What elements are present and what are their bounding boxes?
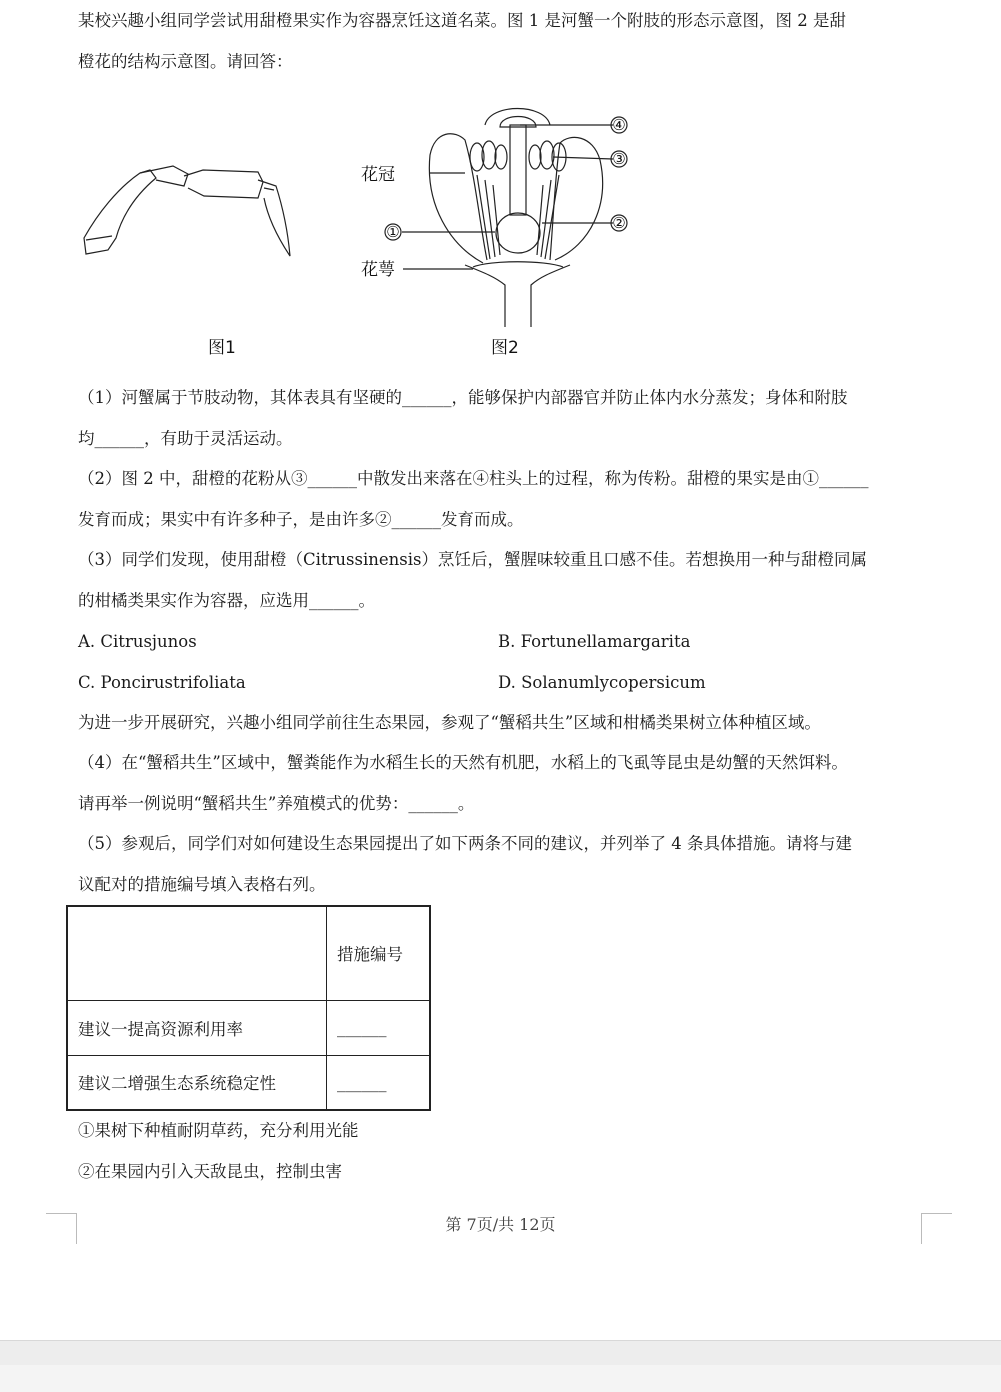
viewer-background <box>0 1365 1001 1392</box>
intro-line-2: 橙花的结构示意图。请回答： <box>78 52 293 71</box>
table-row-1-label: 建议一提高资源利用率 <box>67 1000 327 1055</box>
q5-line-2: 议配对的措施编号填入表格右列。 <box>78 875 326 894</box>
label-corolla: 花冠 <box>361 165 395 185</box>
q4-line-1: （4）在“蟹稻共生”区域中，蟹粪能作为水稻生长的天然有机肥，水稻上的飞虱等昆虫是幼蟹的天然饵料。 <box>78 753 848 772</box>
table-row-2-label: 建议二增强生态系统稳定性 <box>67 1055 327 1110</box>
measure-2: ②在果园内引入天敌昆虫，控制虫害 <box>78 1162 342 1181</box>
marker-3: ③ <box>612 150 626 168</box>
q1-line-2: 均______，有助于灵活运动。 <box>78 429 293 448</box>
option-d: D. Solanumlycopersicum <box>498 673 706 692</box>
label-calyx: 花萼 <box>361 260 395 280</box>
figure-2-flower <box>355 95 645 330</box>
table-row-2-value: ______ <box>327 1055 431 1110</box>
table-header-measure-no: 措施编号 <box>327 906 431 1000</box>
figure-1-caption: 图1 <box>208 338 236 358</box>
table-row-1-value: ______ <box>327 1000 431 1055</box>
q3-line-2: 的柑橘类果实作为容器，应选用______。 <box>78 591 375 610</box>
page-footer: 第 7页/共 12页 <box>445 1215 556 1234</box>
q1-line-1: （1）河蟹属于节肢动物，其体表具有坚硬的______，能够保护内部器官并防止体内水分蒸发；身体和附肢 <box>78 388 848 407</box>
marker-1: ① <box>386 223 400 241</box>
intro-line-1: 某校兴趣小组同学尝试用甜橙果实作为容器烹饪这道名菜。图 1 是河蟹一个附肢的形态示意图，图 2 是甜 <box>78 11 846 30</box>
figure-1-crab-limb <box>78 158 298 268</box>
q2-line-2: 发育而成；果实中有许多种子，是由许多②______发育而成。 <box>78 510 524 529</box>
figure-2-caption: 图2 <box>491 338 519 358</box>
marker-2: ② <box>612 214 626 232</box>
marker-4: ④ <box>612 116 626 134</box>
q4-line-2: 请再举一例说明“蟹稻共生”养殖模式的优势：______。 <box>78 794 475 813</box>
paragraph-field-trip: 为进一步开展研究，兴趣小组同学前往生态果园，参观了“蟹稻共生”区域和柑橘类果树立体种植区域。 <box>78 713 821 732</box>
table-header-empty <box>67 906 327 1000</box>
option-c: C. Poncirustrifoliata <box>78 673 246 692</box>
option-a: A. Citrusjunos <box>78 632 197 651</box>
q5-line-1: （5）参观后，同学们对如何建设生态果园提出了如下两条不同的建议，并列举了 4 条具体措施。请将与建 <box>78 834 852 853</box>
q3-line-1: （3）同学们发现，使用甜橙（Citrussinensis）烹饪后，蟹腥味较重且口感不佳。若想换用一种与甜橙同属 <box>78 550 867 569</box>
page-separator <box>0 1340 1001 1366</box>
option-b: B. Fortunellamargarita <box>498 632 691 651</box>
measures-table <box>66 905 431 1111</box>
measure-1: ①果树下种植耐阴草药，充分利用光能 <box>78 1121 359 1140</box>
q2-line-1: （2）图 2 中，甜橙的花粉从③______中散发出来落在④柱头上的过程，称为传粉。甜橙的果实是由①______ <box>78 469 869 488</box>
